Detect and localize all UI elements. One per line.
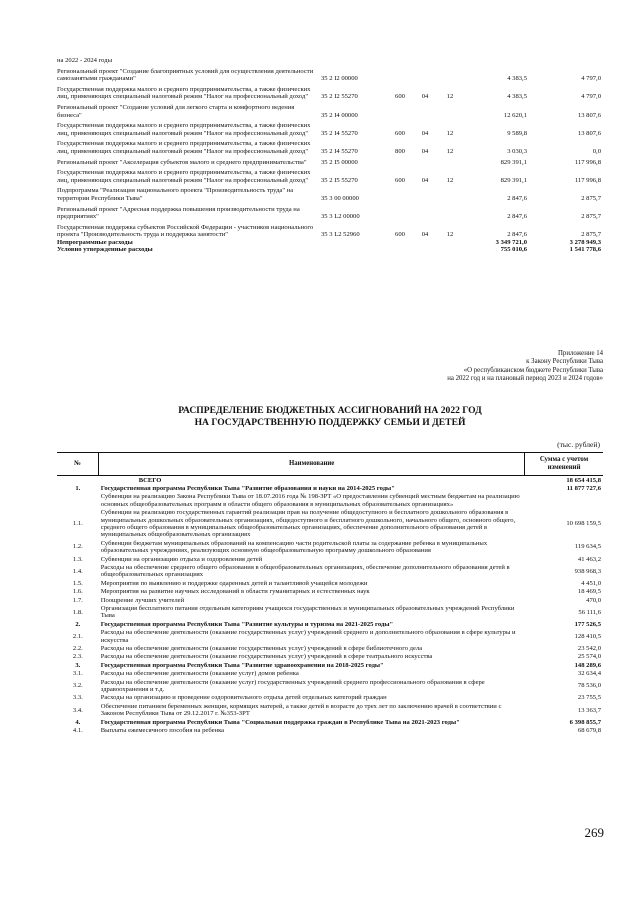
cell-sum: 119 634,5 — [574, 543, 601, 551]
cell-sum: 13 363,7 — [577, 706, 601, 714]
cell-code: 35 3 L2 00000 — [321, 213, 360, 221]
table-row — [57, 718, 603, 726]
cell-sum: 177 526,5 — [574, 620, 601, 628]
cell-v2: 117 996,8 — [574, 176, 601, 184]
cell-num — [57, 493, 99, 509]
cell-name: Расходы на организацию и проведение оздоровительного отдыха детей отдельных категорий граждан — [100, 694, 387, 702]
table-row — [57, 661, 603, 669]
cell-v1: 3 030,3 — [507, 147, 527, 155]
cell-num: 1.7. — [72, 596, 83, 604]
cell-v1: 12 620,1 — [503, 111, 527, 119]
cell-num: 3.3. — [72, 694, 83, 702]
cell-code: 35 3 L2 52960 — [321, 231, 360, 239]
title-line: НА ГОСУДАРСТВЕННУЮ ПОДДЕРЖКУ СЕМЬИ И ДЕТЕЙ — [194, 417, 466, 428]
cell-name: Расходы на обеспечение среднего общего образования в общеобразовательных организациях, обеспечение дополнительного образования детей в общеобразовательных организациях — [100, 563, 510, 579]
table-row — [57, 539, 603, 555]
cell-v1: 4 383,5 — [507, 93, 527, 101]
appendix-line: «О республиканском бюджете Республики Тыва — [463, 366, 603, 374]
cell-vr: 800 — [395, 147, 405, 155]
table-row — [57, 246, 617, 254]
cell-num: 2.2. — [72, 645, 83, 653]
table-row — [57, 694, 603, 702]
cell-num — [57, 476, 99, 485]
cell-v2: 2 875,7 — [581, 231, 601, 239]
table-row — [57, 509, 603, 540]
appendix-header — [343, 350, 603, 384]
appendix-line: к Закону Республики Тыва — [526, 358, 603, 366]
cell-v1: 755 010,6 — [500, 246, 527, 254]
table-row — [57, 653, 603, 661]
cell-sum: 78 536,0 — [577, 682, 601, 690]
table-row — [57, 493, 603, 509]
cell-pr: 12 — [446, 147, 454, 155]
table-row — [57, 596, 603, 604]
table-row — [57, 605, 603, 621]
cell-code: 35 2 I4 55270 — [321, 147, 358, 155]
page-number: 269 — [584, 825, 604, 840]
cell-code: 35 2 I2 55270 — [321, 93, 358, 101]
cell-num: 4. — [75, 718, 81, 726]
cell-v1: 829 391,1 — [500, 176, 527, 184]
cell-name: Подпрограмма "Реализация национального проекта "Производительность труда" на территории Республики Тыва" — [57, 187, 294, 202]
cell-name: Государственная поддержка малого и среднего предпринимательства, а также физических лиц, применяющих специальный налоговый режим "Налог на профессиональный доход" — [57, 85, 311, 101]
cell-sum: 938 968,3 — [574, 567, 601, 575]
cell-num: 1.2. — [72, 543, 83, 551]
table-row — [57, 187, 617, 202]
cell-name: Государственная программа Республики Тыва "Социальная поддержка граждан в Республике Тыва на 2021-2023 годы" — [100, 718, 460, 726]
cell-v2: 13 807,6 — [577, 111, 601, 119]
table-row — [57, 670, 603, 678]
cell-name: Непрограммные расходы — [57, 238, 133, 246]
cell-num: 1.4. — [72, 567, 83, 575]
cell-name: Выплаты ежемесячного пособия на ребенка — [100, 727, 225, 735]
cell-sum: 128 410,5 — [574, 632, 601, 640]
cell-vr: 600 — [395, 231, 405, 239]
allocation-table — [57, 452, 603, 735]
cell-sum: 4 451,0 — [581, 579, 601, 587]
cell-sum: 18 654 415,8 — [566, 476, 601, 484]
cell-sum: 68 679,8 — [577, 727, 601, 735]
cell-sum: 470,0 — [586, 596, 601, 604]
cell-pr: 12 — [446, 176, 454, 184]
header-num: № — [57, 453, 99, 476]
cell-code: 35 2 I5 55270 — [321, 176, 358, 184]
cell-vr: 600 — [395, 129, 405, 137]
table-row — [57, 620, 603, 628]
title-line: РАСПРЕДЕЛЕНИЕ БЮДЖЕТНЫХ АССИГНОВАНИЙ НА 2022 ГОД — [178, 405, 482, 416]
cell-code: 35 2 I4 00000 — [321, 111, 358, 119]
cell-num: 1.6. — [72, 588, 83, 596]
cell-sum: 23 755,5 — [577, 694, 601, 702]
cell-name: Региональный проект "Создание благоприятных условий для осуществления деятельности самозанятыми гражданами" — [57, 67, 314, 83]
cell-vr: 600 — [395, 176, 405, 184]
cell-name: Субвенции на реализацию государственных гарантий реализации прав на получение общедоступного и бесплатного дошкольного образования в муниципальных дошкольных образовательных организациях, общедоступного и бесплатного дошкольного, начального общего, основного общего, среднего общего образования в муниципальных общеобразовательных организациях, обеспечение дополнительного образования детей в муниципальных общеобразовательных организациях — [100, 509, 516, 539]
cell-name: Государственная программа Республики Тыва "Развитие образования и науки на 2014-2025 годы" — [100, 484, 395, 492]
cell-code: 35 2 I2 00000 — [321, 75, 358, 83]
table-row — [57, 555, 603, 563]
cell-rz: 04 — [421, 231, 429, 239]
cell-name: Региональный проект "Акселерация субъектов малого и среднего предпринимательства" — [57, 158, 307, 166]
table-row — [57, 159, 617, 167]
cell-v2: 3 278 949,3 — [569, 238, 601, 246]
cell-sum: 148 289,6 — [574, 661, 601, 669]
cell-name: Субвенции на реализацию Закона Республики Тыва от 18.07.2016 года № 198-ЗРТ «О предоставлении субвенций местным бюджетам на реализацию основных общеобразовательных программ в области общего образования в муниципальных образовательных организациях» — [100, 493, 520, 508]
cell-sum: 32 634,4 — [577, 670, 601, 678]
cell-sum: 10 698 159,5 — [566, 520, 601, 528]
cell-name: Расходы на обеспечение деятельности (оказание государственных услуг) учреждений в сфере театрального искусства — [100, 653, 433, 661]
cell-name: Организация бесплатного питания отдельным категориям учащихся государственных и муниципальных образовательных учреждений Республики Тыва — [100, 605, 515, 620]
cell-name: Субвенции бюджетам муниципальных образований на компенсацию части родительской платы за содержание ребенка в муниципальных образовательных учреждениях, реализующих основную общеобразовательную программу дошкольного образования — [100, 539, 488, 555]
table-row — [57, 563, 603, 579]
cell-v1: 829 391,1 — [500, 158, 527, 166]
appendix-line: Приложение 14 — [558, 350, 603, 357]
table-row — [57, 727, 603, 735]
cell-name: Условно утвержденные расходы — [57, 246, 153, 254]
cell-sum: 11 877 727,6 — [566, 484, 601, 492]
table-row — [57, 484, 603, 492]
cell-rz: 04 — [421, 93, 429, 101]
cell-num: 3. — [75, 661, 81, 669]
cell-name: Поощрение лучших учителей — [100, 596, 185, 604]
cell-code: 35 3 00 00000 — [321, 194, 359, 202]
cell-sum: 6 398 855,7 — [569, 718, 601, 726]
document-title — [60, 405, 600, 429]
cell-num: 3.2. — [72, 682, 83, 690]
cell-v1: 3 349 721,0 — [495, 238, 527, 246]
cell-name: на 2022 - 2024 годы — [57, 57, 113, 64]
cell-v2: 4 797,0 — [581, 93, 601, 101]
cell-num: 1.8. — [72, 608, 83, 616]
table-row — [57, 57, 617, 65]
cell-num: 2.1. — [72, 632, 83, 640]
table-row — [57, 579, 603, 587]
cell-code: 35 2 I5 00000 — [321, 158, 358, 166]
header-name: Наименование — [99, 453, 525, 476]
cell-name: ВСЕГО — [138, 476, 162, 484]
header-sum: Сумма с учетом изменений — [525, 453, 603, 476]
cell-sum — [525, 493, 603, 509]
cell-v1: 9 589,8 — [507, 129, 527, 137]
table-row — [57, 702, 603, 718]
cell-name: Государственная поддержка малого и среднего предпринимательства, а также физических лиц, применяющих специальный налоговый режим "Налог на профессиональный доход" — [57, 140, 311, 155]
cell-sum: 18 469,5 — [577, 588, 601, 596]
cell-rz: 04 — [421, 147, 429, 155]
budget-continuation-table — [57, 57, 617, 254]
cell-num: 3.4. — [72, 706, 83, 714]
cell-name: Расходы на обеспечение деятельности (оказание услуг) домов ребенка — [100, 670, 299, 678]
cell-sum: 56 111,6 — [578, 608, 601, 616]
cell-name: Мероприятия на развитие научных исследований в области гуманитарных и естественных наук — [100, 588, 370, 596]
cell-name: Расходы на обеспечение деятельности (оказание государственных услуг) учреждений в сфере библиотечного дела — [100, 645, 423, 653]
appendix-line: на 2022 год и на плановый период 2023 и 2024 годов» — [447, 375, 603, 383]
table-row — [57, 206, 617, 221]
table-row — [57, 86, 617, 101]
table-row — [57, 588, 603, 596]
cell-pr: 12 — [446, 129, 454, 137]
cell-num: 2.3. — [72, 653, 83, 661]
cell-num: 1.3. — [72, 555, 83, 563]
cell-name: Расходы на обеспечение деятельности (оказание услуг) государственных учреждений среднего профессионального образования в сфере здравоохранения и т.д. — [100, 678, 485, 694]
cell-num: 4.1. — [72, 727, 83, 735]
cell-v2: 13 807,6 — [577, 129, 601, 137]
cell-num: 1.5. — [72, 579, 83, 587]
cell-v2: 0,0 — [592, 147, 601, 155]
table-row — [57, 224, 617, 239]
cell-name: Государственная поддержка субъектов Российской Федерации - участников национального проекта "Производительность труда и поддержка занятости" — [57, 223, 314, 239]
units-label: (тыс. рублей) — [557, 440, 600, 449]
table-row — [57, 239, 617, 247]
table-row — [57, 122, 617, 137]
cell-sum: 25 574,0 — [577, 653, 601, 661]
cell-num: 3.1. — [72, 670, 83, 678]
cell-v1: 2 847,6 — [507, 213, 527, 221]
table-row — [57, 104, 617, 119]
table-header-row — [57, 453, 603, 476]
cell-rz: 04 — [421, 129, 429, 137]
cell-name: Государственная поддержка малого и среднего предпринимательства, а также физических лиц, применяющих специальный налоговый режим "Налог на профессиональный доход" — [57, 169, 311, 184]
cell-v2: 2 875,7 — [581, 213, 601, 221]
cell-v1: 2 847,6 — [507, 231, 527, 239]
cell-name: Государственная поддержка малого и среднего предпринимательства, а также физических лиц, применяющих специальный налоговый режим "Налог на профессиональный доход" — [57, 122, 311, 137]
cell-v2: 1 541 778,6 — [569, 246, 601, 254]
cell-name: Расходы на обеспечение деятельности (оказание государственных услуг) учреждений среднего и дополнительного образования в сфере культуры и искусства — [100, 629, 516, 644]
table-row — [57, 678, 603, 694]
cell-name: Обеспечение питанием беременных женщин, кормящих матерей, а также детей в возрасте до трех лет по заключению врачей в соответствии с Законом Республики Тыва от 29.12.2017 г. №353-ЗРТ — [100, 702, 502, 718]
cell-name: Мероприятия по выявлению и поддержке одаренных детей и талантливой учащейся молодежи — [100, 579, 368, 587]
table-row — [57, 140, 617, 155]
cell-v2: 4 797,0 — [581, 75, 601, 83]
cell-v1: 4 383,5 — [507, 75, 527, 83]
cell-name: Субвенции на организацию отдыха и оздоровления детей — [100, 555, 263, 563]
cell-v1: 2 847,6 — [507, 194, 527, 202]
cell-num: 1. — [75, 484, 81, 492]
allocation-table-body — [57, 476, 603, 736]
cell-name: Государственная программа Республики Тыва "Развитие культуры и туризма на 2021-2025 годы" — [100, 620, 394, 628]
cell-name: Региональный проект "Адресная поддержка повышения производительности труда на предприятиях" — [57, 205, 300, 221]
table-row — [57, 68, 617, 83]
cell-name: Государственная программа Республики Тыва "Развитие здравоохранения на 2018-2025 годы" — [100, 661, 384, 669]
table-row — [57, 629, 603, 645]
cell-num: 1.1. — [72, 520, 83, 528]
cell-pr: 12 — [446, 93, 454, 101]
cell-sum: 23 542,0 — [577, 645, 601, 653]
cell-v2: 117 996,8 — [574, 158, 601, 166]
cell-num: 2. — [75, 620, 81, 628]
cell-sum: 41 463,2 — [577, 555, 601, 563]
cell-name: Региональный проект "Создание условий для легкого старта и комфортного ведения бизнеса" — [57, 103, 295, 119]
table-row — [57, 476, 603, 485]
table-row — [57, 169, 617, 184]
cell-code: 35 2 I4 55270 — [321, 129, 358, 137]
cell-v2: 2 875,7 — [581, 194, 601, 202]
table-row — [57, 645, 603, 653]
cell-vr: 600 — [395, 93, 405, 101]
cell-rz: 04 — [421, 176, 429, 184]
cell-pr: 12 — [446, 231, 454, 239]
